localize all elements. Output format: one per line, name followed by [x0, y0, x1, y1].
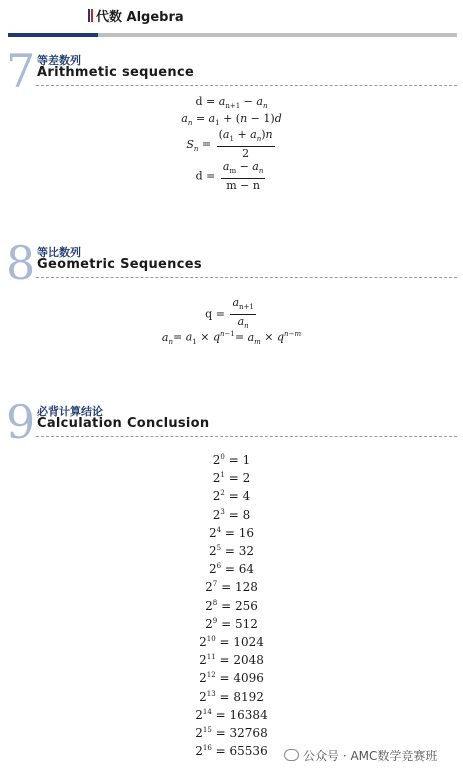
- wechat-icon: [284, 749, 299, 761]
- power-value: 1: [242, 453, 251, 467]
- power-exponent: 15: [202, 726, 212, 734]
- power-row: [0, 544, 463, 558]
- power-row: [0, 708, 463, 722]
- section-number: 9: [6, 395, 36, 449]
- power-exponent: 5: [216, 544, 222, 552]
- power-exponent: 6: [216, 562, 222, 571]
- power-row: [0, 635, 463, 649]
- page-title: 代数 Algebra: [96, 10, 184, 25]
- page-header: [0, 0, 463, 40]
- equals-sign: =: [215, 635, 234, 649]
- section-divider: [36, 277, 457, 278]
- equals-sign: =: [221, 544, 239, 558]
- power-base: 2: [205, 598, 213, 613]
- section-number: 8: [6, 236, 36, 290]
- equals-sign: =: [215, 689, 234, 704]
- formula-geometric-term: $a_n= a_1 \times q^{n-1}= a_m \times q^{n-m}$: [161, 330, 302, 346]
- power-value: 2: [242, 471, 251, 486]
- section-number: 7: [6, 44, 36, 98]
- power-base: 2: [195, 707, 203, 722]
- equals-sign: =: [224, 507, 243, 522]
- power-base: 2: [208, 562, 217, 577]
- power-row: [0, 489, 463, 503]
- power-base: 2: [205, 616, 213, 631]
- power-row: [0, 690, 463, 704]
- power-base: 2: [199, 671, 207, 686]
- equals-sign: =: [224, 453, 243, 467]
- power-value: 65536: [229, 744, 268, 759]
- formula-common-ratio: q = $\frac{a_{n+1}}{a_n}$: [205, 296, 254, 331]
- formula-common-difference: $d = a_{n+1} - a_n$: [195, 95, 268, 111]
- header-divider-accent: [8, 33, 98, 37]
- equals-sign: =: [221, 525, 239, 540]
- power-value: 8: [242, 507, 251, 522]
- power-exponent: 4: [216, 525, 222, 534]
- power-exponent: 11: [206, 653, 216, 662]
- power-value: 8192: [233, 689, 264, 704]
- power-value: 16: [238, 525, 255, 540]
- power-value: 64: [238, 562, 255, 577]
- power-exponent: 0: [220, 453, 225, 461]
- power-value: 16384: [229, 707, 268, 722]
- flag-icon: [88, 9, 93, 22]
- power-exponent: 12: [206, 671, 216, 680]
- section-title-cn: 等比数列: [37, 246, 81, 259]
- section-divider: [36, 85, 457, 86]
- power-base: 2: [212, 507, 221, 522]
- power-value: 512: [234, 616, 258, 631]
- equals-sign: =: [224, 471, 243, 486]
- power-value: 2048: [233, 653, 264, 668]
- power-value: 256: [234, 598, 258, 613]
- power-base: 2: [208, 544, 217, 558]
- power-base: 2: [195, 744, 203, 759]
- power-row: [0, 726, 463, 740]
- section-title-en: Arithmetic sequence: [37, 65, 195, 80]
- power-base: 2: [208, 525, 217, 540]
- power-row: [0, 562, 463, 576]
- equals-sign: =: [217, 580, 235, 595]
- power-row: [0, 453, 463, 467]
- power-exponent: 10: [206, 635, 216, 643]
- power-exponent: 16: [202, 744, 212, 753]
- power-base: 2: [212, 489, 221, 504]
- power-row: [0, 617, 463, 631]
- power-row: [0, 508, 463, 522]
- power-value: 128: [234, 580, 258, 595]
- formula-difference-general: d = $\frac{a_m - a_n}{m - n}$: [195, 160, 264, 193]
- power-base: 2: [212, 453, 221, 467]
- watermark: [284, 747, 437, 764]
- formula-nth-term: $a_n = a_1 + (n - 1)d$: [181, 112, 282, 128]
- power-exponent: 3: [220, 507, 225, 516]
- watermark-text: 公众号 · AMC数学竞赛班: [303, 749, 438, 763]
- power-exponent: 7: [212, 580, 218, 589]
- equals-sign: =: [215, 653, 234, 668]
- power-exponent: 8: [212, 598, 218, 607]
- power-row: [0, 671, 463, 685]
- section-divider: [36, 436, 457, 437]
- power-base: 2: [212, 471, 221, 486]
- section-title-en: Geometric Sequences: [37, 257, 202, 272]
- power-value: 4: [242, 489, 251, 504]
- power-exponent: 14: [202, 707, 212, 716]
- power-value: 4096: [233, 671, 264, 686]
- power-value: 32: [238, 544, 255, 558]
- power-row: [0, 471, 463, 485]
- section-title-cn: 等差数列: [37, 54, 81, 67]
- equals-sign: =: [217, 598, 235, 613]
- power-row: [0, 599, 463, 613]
- power-base: 2: [199, 689, 207, 704]
- power-row: [0, 653, 463, 667]
- equals-sign: =: [211, 707, 230, 722]
- equals-sign: =: [215, 671, 234, 686]
- power-base: 2: [195, 726, 203, 740]
- section-title-en: Calculation Conclusion: [37, 416, 210, 431]
- power-exponent: 13: [206, 689, 216, 698]
- power-exponent: 2: [220, 489, 225, 498]
- power-exponent: 1: [220, 471, 225, 480]
- formula-sum: $S_n$ = $\frac{(a_1 + a_n)n}{2}$: [186, 128, 273, 161]
- section-title-cn: 必背计算结论: [37, 405, 103, 418]
- power-row: [0, 526, 463, 540]
- equals-sign: =: [211, 744, 230, 759]
- power-row: [0, 580, 463, 594]
- power-base: 2: [199, 653, 207, 668]
- equals-sign: =: [217, 616, 235, 631]
- equals-sign: =: [211, 726, 230, 740]
- equals-sign: =: [221, 562, 239, 577]
- power-value: 1024: [233, 635, 264, 649]
- power-base: 2: [205, 580, 213, 595]
- equals-sign: =: [224, 489, 243, 504]
- power-exponent: 9: [212, 616, 218, 625]
- power-base: 2: [199, 635, 207, 649]
- power-value: 32768: [229, 726, 268, 740]
